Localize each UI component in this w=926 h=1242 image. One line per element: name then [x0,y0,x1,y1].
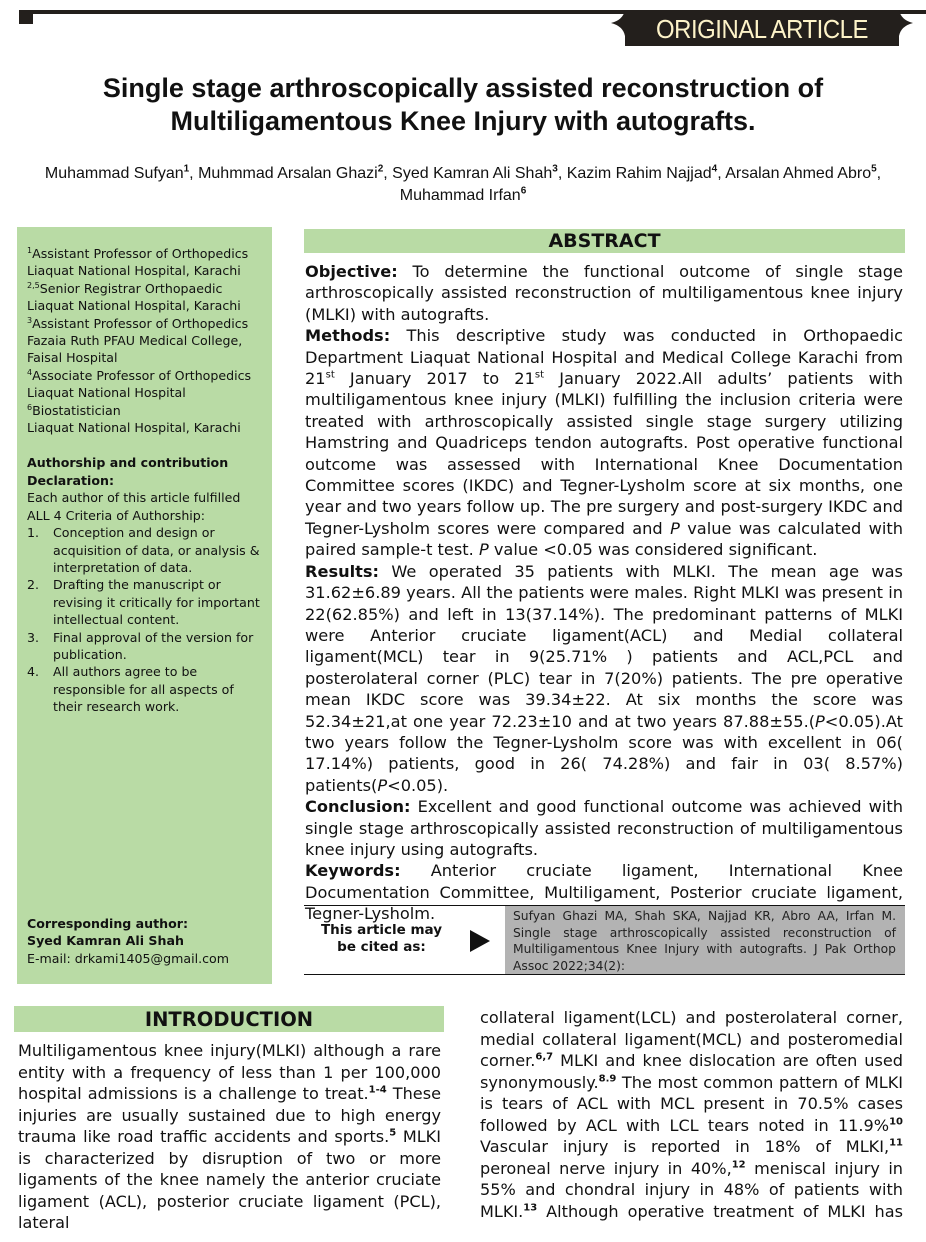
criteria-line: All authors agree to be [53,664,198,680]
author-affiliation-sup: 5 [871,163,877,175]
affiliations-sidebar [17,227,272,984]
criteria-line: responsible for all aspects of [53,681,234,697]
intro-text: MLKI and knee dislocation are often used synonymously. [480,1051,903,1092]
methods-text: This descriptive study was conducted in Orthopaedic Department Liaquat National Hospital and Medical College Karachi from 21 [305,326,903,389]
introduction-column-2 [480,1007,903,1222]
affiliation-sup: 2,5 [27,280,40,290]
results-label: Results: [305,561,379,581]
affiliation-line: Fazaia Ruth PFAU Medical College, [27,333,243,349]
methods-label: Methods: [305,326,391,346]
intro-text: collateral ligament(LCL) and posterolateral corner, medial collateral ligament(MCL) and posteromedial corner. [480,1008,903,1070]
author-list: Muhammad Sufyan$^1$, Muhmmad Arsalan Ghazi$^2$, Syed Kamran Ali Shah$^3$, Kazim Rahim Najjad$^4$, Arsalan Ahmed Abro$^5$, Muhammad Irfan$^6$ [44,163,882,204]
ordinal-sup: st [325,369,335,381]
title-line-1: Single stage arthroscopically assisted reconstruction of [102,73,824,103]
citation-label [304,922,459,956]
intro-text: Multiligamentous knee injury(MLKI) although a rare entity with a frequency of less than 1 per 100,000 hospital admissions is a challenge to treat. [18,1041,441,1103]
criteria-item [27,629,264,664]
author-affiliation-sup: 2 [377,163,384,175]
p-symbol: P [670,518,680,538]
ordinal-sup: st [534,369,545,381]
affiliation-line: Liaquat National Hospital, Karachi [27,263,241,279]
author-name: Kazim Rahim Najjad [566,165,712,182]
criteria-item [27,524,264,576]
criteria-line: revising it critically for important [53,594,260,610]
affiliation-sup: 4 [27,367,33,377]
objective-text: To determine the functional outcome of single stage arthroscopically assisted reconstruction of multiligamentous knee injury (MLKI) with autografts. [305,262,903,324]
objective-label: Objective: [305,262,398,281]
intro-text: The most common pattern of MLKI is tears of ACL with MCL present in 70.5% cases followed by ACL with LCL tears noted in 11.9% [480,1072,903,1135]
citation-box [304,905,905,975]
article-title [20,72,906,138]
criteria-number: 4. [27,664,40,680]
author-name: Syed Kamran Ali Shah [392,165,553,182]
article-type-label: ORIGINAL ARTICLE [656,14,868,44]
affiliation-line: Biostatistician [32,402,121,418]
abstract-results [305,561,903,796]
author-name: Muhammad Sufyan [44,165,184,182]
criteria-line: Drafting the manuscript or [53,577,221,593]
criteria-item [27,663,264,715]
conclusion-text: Excellent and good functional outcome was achieved with single stage arthroscopically assisted reconstruction of multiligamentous knee injury using autografts. [305,797,903,859]
criteria-line: Conception and design or [53,525,215,541]
conclusion-label: Conclusion: [305,797,411,817]
author-name: Arsalan Ahmed Abro [725,165,872,182]
intro-text: Although operative treatment of MLKI has [537,1201,903,1221]
affiliation-sup: 1 [27,245,33,255]
affiliation-block [27,245,264,436]
citation-label-line: This article may [320,922,443,938]
criteria-line: intellectual content. [53,612,180,628]
criteria-number: 3. [27,629,40,645]
authorship-intro-line: ALL 4 Criteria of Authorship: [27,507,206,523]
title-line-2: Multiligamentous Knee Injury with autografts. [170,106,756,136]
corresponding-label: Corresponding author: [27,916,189,931]
criteria-item [27,576,264,628]
criteria-number: 2. [27,577,40,593]
author-affiliation-sup: 1 [183,163,190,175]
intro-text: Vascular injury is reported in 18% of MLKI, [480,1137,890,1156]
abstract-body [305,261,903,925]
affiliation-line: Senior Registrar Orthopaedic [39,280,223,296]
affiliation-line: Faisal Hospital [27,350,118,366]
criteria-line: interpretation of data. [53,559,193,575]
affiliation-line: Assistant Professor of Orthopedics [32,246,249,261]
intro-text: meniscal injury in 55% and chondral injury in 48% of patients with MLKI. [480,1158,903,1221]
results-text: <0.05). [387,775,449,795]
author-name: Muhmmad Arsalan Ghazi [198,165,378,182]
citation-sup: 13 [523,1202,538,1214]
author-name: Muhammad Irfan [399,187,521,204]
abstract-heading: ABSTRACT [304,229,905,253]
methods-text: value was calculated with paired sample-t test. [305,518,903,560]
play-arrow-icon [470,930,490,952]
citation-sup: 6,7 [535,1051,554,1063]
introduction-column-1 [18,1040,441,1234]
authorship-criteria-list [27,524,264,715]
intro-text: peroneal nerve injury in 40%, [480,1158,732,1178]
criteria-line: Final approval of the version for [53,629,254,645]
affiliation-line: Liaquat National Hospital [27,385,186,401]
criteria-number: 1. [27,525,40,541]
corresponding-email[interactable]: E-mail: drkami1405@gmail.com [27,950,229,966]
methods-text: value <0.05 was considered significant. [488,540,818,560]
authorship-intro-line: Each author of this article fulfilled [27,490,241,506]
criteria-line: acquisition of data, or analysis & [53,542,260,558]
citation-sup: 12 [731,1159,746,1171]
results-text: We operated 35 patients with MLKI. The mean age was 31.62±6.89 years. All the patients were males. Right MLKI was present in 22(62.85%) and left in 13(37.14%). The predominant patterns of MLKI were Anterior cruciate ligament(ACL) and Medial collateral ligament(MCL) tear in 9(25.71% ) patients and ACL,PCL and posterolateral corner (PLC) tear in 7(20%) patients. The pre operative mean IKDC score was 39.34±22. At six months the score was 52.34±21,at one year 72.23±10 and at two years 87.88±55.( [305,561,903,731]
criteria-line: their research work. [53,699,180,715]
abstract-conclusion [305,796,903,860]
header-corner-mark [19,10,33,24]
author-affiliation-sup: 6 [520,185,527,197]
citation-label-line: be cited as: [337,939,426,955]
methods-text: January 2022.All adults’ patients with multiligamentous knee injury (MLKI) fulfilling the inclusion criteria were treated with arthroscopically assisted single stage surgery utilizing Hamstring and Quadriceps tendon autografts. Post operative functional outcome was assessed with International Knee Documentation Committee scores (IKDC) and Tegner-Lysholm score at six months, one year and two years follow up. The pre surgery and post-surgery IKDC and Tegner-Lysholm scores were compared and [305,369,904,538]
citation-sup: 11 [889,1137,903,1149]
keywords-label: Keywords: [305,861,401,881]
affiliation-line: Assistant Professor of Orthopedics [32,315,249,331]
author-affiliation-sup: 3 [552,163,558,175]
authorship-intro [27,489,264,524]
abstract-methods [305,325,903,560]
citation-sup: 10 [889,1116,903,1128]
affiliation-sup: 3 [27,315,33,325]
abstract-objective [305,261,903,325]
authorship-heading-line: Declaration: [27,472,114,488]
p-symbol: P [377,775,388,795]
authorship-heading-line: Authorship and contribution [27,455,229,471]
citation-text: Sufyan Ghazi MA, Shah SKA, Najjad KR, Abro AA, Irfan M. Single stage arthroscopically assisted reconstruction of Multiligamentous Knee Injury with autografts. J Pak Orthop Assoc 2022;34(2): [505,906,905,974]
keywords-text: Anterior cruciate ligament, International Knee Documentation Committee, Multiligament, Posterior cruciate ligament, Tegner-Lysholm. [305,861,903,924]
results-text: <0.05).At two years follow the Tegner-Lysholm score was with excellent in 06( 17.14%) patients, good in 26( 74.28%) and fair in 03( 8.57%) patients( [305,711,903,795]
intro-text: MLKI is characterized by disruption of two or more ligaments of the knee namely the anterior cruciate ligament (ACL), posterior cruciate ligament (PCL), lateral [18,1127,441,1232]
affiliation-sup: 6 [27,402,33,412]
citation-sup: 8.9 [598,1073,617,1085]
introduction-heading: INTRODUCTION [14,1006,444,1032]
article-type-banner [611,10,913,46]
p-symbol: P [815,711,825,731]
citation-sup: 5 [389,1127,397,1139]
affiliation-line: Liaquat National Hospital, Karachi [27,420,241,436]
affiliation-line: Liaquat National Hospital, Karachi [27,298,241,314]
corresponding-author [27,915,229,967]
corresponding-name: Syed Kamran Ali Shah [27,933,184,949]
intro-text: These injuries are usually sustained due to high energy trauma like road traffic accidents and sports. [18,1084,441,1146]
criteria-line: publication. [53,646,127,662]
citation-sup: 1-4 [368,1084,387,1096]
affiliation-line: Associate Professor of Orthopedics [32,367,252,383]
authorship-heading [27,454,264,489]
p-symbol: P [478,540,489,560]
author-affiliation-sup: 4 [711,163,718,175]
methods-text: January 2017 to 21 [334,369,535,389]
